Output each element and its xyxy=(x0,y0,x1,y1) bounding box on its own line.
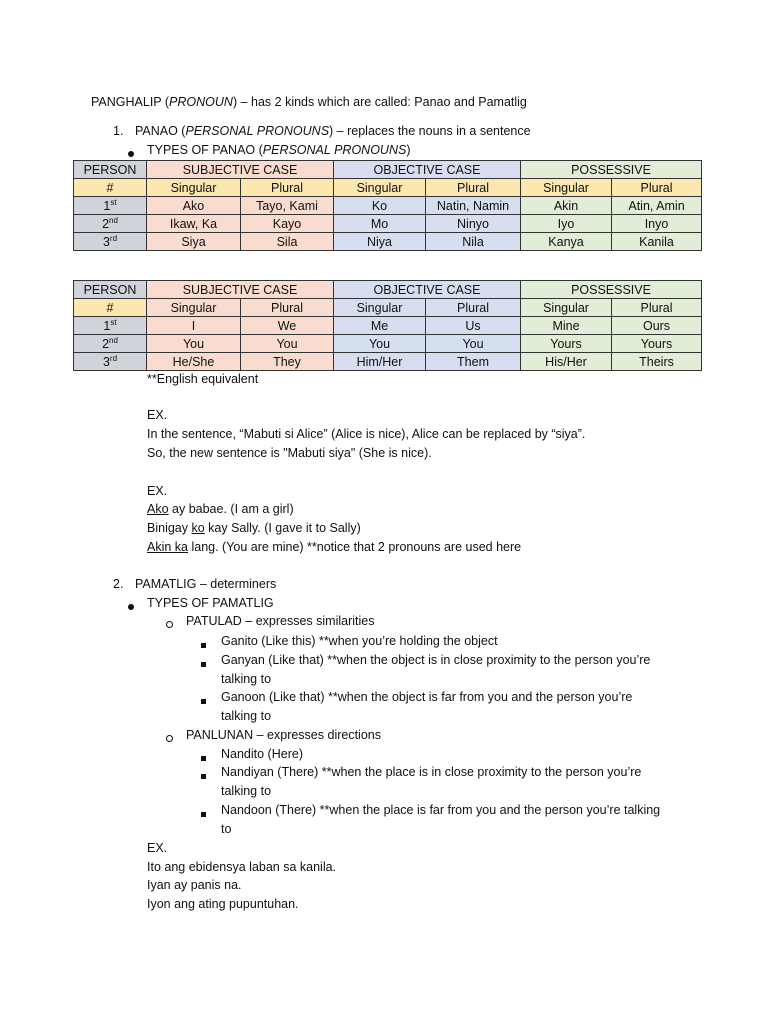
subheader-cell: Singular xyxy=(334,179,426,197)
example-line: So, the new sentence is "Mabuti siya" (She is nice). xyxy=(147,446,432,460)
table-cell: You xyxy=(241,335,334,353)
header-objective: OBJECTIVE CASE xyxy=(334,161,521,179)
list-item: Nandiyan (There) **when the place is in close proximity to the person you’re xyxy=(221,765,642,779)
english-equivalent-note: **English equivalent xyxy=(147,372,259,386)
table-cell: Atin, Amin xyxy=(612,197,702,215)
table-cell: Siya xyxy=(147,233,241,251)
subheader-cell: Singular xyxy=(147,299,241,317)
types-of-pamatlig: TYPES OF PAMATLIG xyxy=(147,596,274,610)
bullet-circle xyxy=(166,731,173,745)
table-cell: Him/Her xyxy=(334,353,426,371)
subheader-cell: Plural xyxy=(612,179,702,197)
table-cell: Mo xyxy=(334,215,426,233)
person-cell: 2nd xyxy=(74,335,147,353)
example-line: Ako ay babae. (I am a girl) xyxy=(147,502,294,516)
subheader-cell: Singular xyxy=(521,179,612,197)
subheader-cell: Singular xyxy=(147,179,241,197)
document-title: PANGHALIP (PRONOUN) – has 2 kinds which are called: Panao and Pamatlig xyxy=(91,95,527,109)
table-cell: Kayo xyxy=(241,215,334,233)
person-cell: 1st xyxy=(74,317,147,335)
list-item: Ganyan (Like that) **when the object is in close proximity to the person you’re xyxy=(221,653,651,667)
table-cell: Ako xyxy=(147,197,241,215)
list-item-continuation: talking to xyxy=(221,672,272,686)
list-item: Nandoon (There) **when the place is far from you and the person you’re talking xyxy=(221,803,661,817)
table-cell: Iyo xyxy=(521,215,612,233)
bullet-square xyxy=(201,637,206,651)
bullet-square xyxy=(201,656,206,670)
table-cell: You xyxy=(426,335,521,353)
bullet-square xyxy=(201,768,206,782)
subheader-cell: Plural xyxy=(426,179,521,197)
table-cell: Nila xyxy=(426,233,521,251)
table-subheader-row xyxy=(74,179,702,197)
example-label: EX. xyxy=(147,408,168,422)
panlunan-heading: PANLUNAN – expresses directions xyxy=(186,728,381,742)
table-header-row xyxy=(74,281,702,299)
bullet-square xyxy=(201,750,206,764)
table-cell: Ko xyxy=(334,197,426,215)
table-cell: He/She xyxy=(147,353,241,371)
example-label: EX. xyxy=(147,841,168,855)
table-cell: Ikaw, Ka xyxy=(147,215,241,233)
person-cell: 2nd xyxy=(74,215,147,233)
table-cell: You xyxy=(147,335,241,353)
table-row xyxy=(74,335,702,353)
table-cell: Kanila xyxy=(612,233,702,251)
table-cell: Kanya xyxy=(521,233,612,251)
table-cell: Yours xyxy=(612,335,702,353)
table-cell: Ninyo xyxy=(426,215,521,233)
example-line: Binigay ko kay Sally. (I gave it to Sally) xyxy=(147,521,361,535)
list-item: Ganoon (Like that) **when the object is far from you and the person you’re xyxy=(221,690,633,704)
table-cell: Me xyxy=(334,317,426,335)
english-equivalent-table xyxy=(73,280,702,371)
table-cell: I xyxy=(147,317,241,335)
table-cell: Inyo xyxy=(612,215,702,233)
table-cell: Tayo, Kami xyxy=(241,197,334,215)
subheader-cell: Singular xyxy=(334,299,426,317)
bullet-square xyxy=(201,806,206,820)
table-cell: You xyxy=(334,335,426,353)
table-cell: Us xyxy=(426,317,521,335)
table-row xyxy=(74,353,702,371)
table-cell: Them xyxy=(426,353,521,371)
table-subheader-row xyxy=(74,299,702,317)
bullet-dot xyxy=(128,146,134,160)
list-item-continuation: talking to xyxy=(221,784,272,798)
example-line: Iyon ang ating pupuntuhan. xyxy=(147,897,299,911)
patulad-heading: PATULAD – expresses similarities xyxy=(186,614,375,628)
header-objective: OBJECTIVE CASE xyxy=(334,281,521,299)
section-2-heading: PAMATLIG – determiners xyxy=(135,577,277,591)
table-row xyxy=(74,197,702,215)
example-line: In the sentence, “Mabuti si Alice” (Alice is nice), Alice can be replaced by “siya”. xyxy=(147,427,586,441)
list-item-continuation: to xyxy=(221,822,232,836)
section-number-2: 2. xyxy=(113,577,124,591)
header-possessive: POSSESSIVE xyxy=(521,161,702,179)
table-cell: Natin, Namin xyxy=(426,197,521,215)
bullet-square xyxy=(201,693,206,707)
list-item: Ganito (Like this) **when you’re holding the object xyxy=(221,634,498,648)
table-cell: His/Her xyxy=(521,353,612,371)
header-subjective: SUBJECTIVE CASE xyxy=(147,161,334,179)
header-person: PERSON xyxy=(74,281,147,299)
example-line: Akin ka lang. (You are mine) **notice that 2 pronouns are used here xyxy=(147,540,522,554)
person-cell: 3rd xyxy=(74,353,147,371)
table-cell: Sila xyxy=(241,233,334,251)
section-1-heading: PANAO (PERSONAL PRONOUNS) – replaces the nouns in a sentence xyxy=(135,124,531,138)
header-person: PERSON xyxy=(74,161,147,179)
person-cell: 1st xyxy=(74,197,147,215)
subheader-cell: Plural xyxy=(426,299,521,317)
section-number-1: 1. xyxy=(113,124,124,138)
table-cell: Niya xyxy=(334,233,426,251)
table-header-row xyxy=(74,161,702,179)
table-cell: We xyxy=(241,317,334,335)
table-cell: Mine xyxy=(521,317,612,335)
subheader-cell: # xyxy=(74,179,147,197)
example-line: Iyan ay panis na. xyxy=(147,878,242,892)
header-possessive: POSSESSIVE xyxy=(521,281,702,299)
table-cell: Akin xyxy=(521,197,612,215)
types-of-panao: TYPES OF PANAO (PERSONAL PRONOUNS) xyxy=(147,143,411,157)
table-cell: Theirs xyxy=(612,353,702,371)
table-cell: Ours xyxy=(612,317,702,335)
subheader-cell: Plural xyxy=(241,299,334,317)
bullet-circle xyxy=(166,617,173,631)
person-cell: 3rd xyxy=(74,233,147,251)
list-item: Nandito (Here) xyxy=(221,747,303,761)
subheader-cell: Plural xyxy=(612,299,702,317)
subheader-cell: Singular xyxy=(521,299,612,317)
table-row xyxy=(74,317,702,335)
subheader-cell: # xyxy=(74,299,147,317)
header-subjective: SUBJECTIVE CASE xyxy=(147,281,334,299)
table-row xyxy=(74,215,702,233)
bullet-dot xyxy=(128,599,134,613)
subheader-cell: Plural xyxy=(241,179,334,197)
example-label: EX. xyxy=(147,484,168,498)
table-cell: They xyxy=(241,353,334,371)
list-item-continuation: talking to xyxy=(221,709,272,723)
example-line: Ito ang ebidensya laban sa kanila. xyxy=(147,860,337,874)
table-cell: Yours xyxy=(521,335,612,353)
panao-table xyxy=(73,160,702,251)
table-row xyxy=(74,233,702,251)
